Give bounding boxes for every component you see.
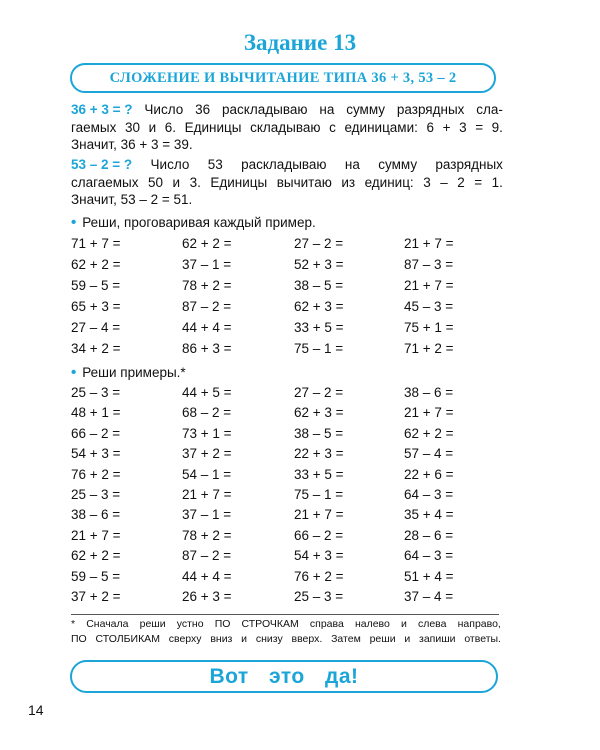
word: справа: [309, 618, 344, 630]
exercise-item: 37 – 4 =: [404, 589, 454, 604]
exercise-item: 86 + 3 =: [182, 341, 232, 356]
exercise-item: 37 – 1 =: [182, 507, 232, 523]
exercise-item: 78 + 2 =: [182, 527, 232, 543]
exercise-item: 27 – 2 =: [294, 385, 344, 400]
word: на: [344, 157, 360, 172]
word: ответы.: [464, 633, 501, 645]
bullet-icon: •: [71, 214, 77, 231]
exercise-item: 21 + 7 =: [404, 405, 454, 421]
footnote-line-2: [71, 632, 501, 647]
exercise-item: 64 – 3 =: [404, 548, 454, 564]
task-title: Задание 13: [243, 30, 357, 55]
word: Единицы: [184, 119, 242, 135]
exercise-item: 76 + 2 =: [294, 568, 344, 584]
word: Число: [144, 102, 184, 117]
instruction-1: [71, 214, 316, 231]
exercise-item: 59 – 5 =: [71, 278, 121, 293]
footnote: [71, 617, 501, 647]
exercise-item: 21 + 7 =: [404, 236, 454, 251]
exercise-item: 62 + 2 =: [182, 236, 232, 251]
exercise-item: 38 – 6 =: [404, 385, 454, 400]
word: слева: [417, 618, 447, 630]
word: СТРОЧКАМ: [241, 618, 299, 630]
exercise-item: 22 + 6 =: [404, 466, 454, 482]
exercise-item: 54 + 3 =: [294, 548, 344, 564]
word: реши: [139, 618, 166, 630]
exercise-item: 38 – 5 =: [294, 425, 344, 441]
word: 6: [426, 119, 434, 135]
word: ПО: [214, 618, 231, 630]
exercise-item: 22 + 3 =: [294, 446, 344, 462]
exercise-item: 37 – 1 =: [182, 257, 232, 272]
word: 3: [423, 174, 431, 190]
exercise-item: 57 – 4 =: [404, 446, 454, 462]
exercise-row: [71, 257, 491, 275]
instruction-2-text: Реши примеры.*: [82, 365, 186, 380]
word: –: [440, 174, 448, 190]
word: +: [442, 119, 451, 135]
word: сверху: [168, 633, 202, 645]
example-2-equation: 53 – 2 = ?: [71, 157, 133, 172]
exercise-item: 33 + 5 =: [294, 466, 344, 482]
instruction-2: [71, 364, 186, 381]
word: гаемых: [71, 119, 117, 135]
word: 30: [124, 119, 141, 135]
exercise-row: [71, 405, 491, 423]
exercise-item: 62 + 3 =: [294, 405, 344, 421]
exercise-item: 25 – 3 =: [294, 589, 344, 604]
word: 53: [207, 157, 223, 172]
exercise-row: [71, 589, 491, 607]
example-1-conclusion: Значит, 36 + 3 = 39.: [71, 137, 193, 152]
exercise-item: 66 – 2 =: [71, 425, 121, 441]
exercise-item: 21 + 7 =: [404, 278, 454, 293]
exercise-item: 87 – 3 =: [404, 257, 454, 272]
word: налево: [354, 618, 390, 630]
exercise-item: 59 – 5 =: [71, 568, 121, 584]
example-1-line-3: [71, 136, 503, 154]
word: Сначала: [86, 618, 129, 630]
exercise-item: 21 + 7 =: [71, 527, 121, 543]
example-2-conclusion: Значит, 53 – 2 = 51.: [71, 192, 193, 207]
example-2-line-3: [71, 191, 503, 209]
exercise-item: 48 + 1 =: [71, 405, 121, 421]
exercise-item: 73 + 1 =: [182, 425, 232, 441]
exercise-item: 78 + 2 =: [182, 278, 232, 293]
exercise-item: 54 + 3 =: [71, 446, 121, 462]
word: 1.: [491, 174, 503, 190]
exercise-row: [71, 548, 491, 566]
footnote-divider: [71, 614, 499, 615]
exercise-item: 45 – 3 =: [404, 299, 454, 314]
word: складываю: [250, 119, 321, 135]
word: снизу: [255, 633, 283, 645]
word: и: [148, 119, 157, 135]
word: 6.: [164, 119, 177, 135]
word: Число: [150, 157, 190, 172]
exercise-item: 54 – 1 =: [182, 466, 232, 482]
word: разрядных: [396, 102, 465, 117]
exercise-row: [71, 569, 491, 587]
word: 2: [457, 174, 465, 190]
exercise-row: [71, 299, 491, 317]
exercise-item: 28 – 6 =: [404, 527, 454, 543]
word: из: [341, 174, 356, 190]
page-number: 14: [28, 702, 44, 718]
exercise-item: 37 + 2 =: [71, 589, 121, 604]
word: Единицы: [210, 174, 268, 190]
word: 3: [459, 119, 467, 135]
exercise-item: 27 – 4 =: [71, 320, 121, 335]
exercise-item: 75 – 1 =: [294, 341, 344, 356]
word: на: [319, 102, 335, 117]
word: 50: [148, 174, 164, 190]
word: устно: [176, 618, 204, 630]
exercise-row: [71, 487, 491, 505]
exercise-item: 35 + 4 =: [404, 507, 454, 523]
exercise-row: [71, 278, 491, 296]
exercise-row: [71, 341, 491, 359]
word: вычитаю: [276, 174, 332, 190]
example-1-line-2: [71, 119, 503, 137]
wow-banner: Вот это да!: [70, 660, 498, 693]
exercise-row: [71, 236, 491, 254]
exercise-item: 33 + 5 =: [294, 320, 344, 335]
exercise-item: 71 + 7 =: [71, 236, 121, 251]
word: и: [241, 633, 248, 645]
word: с: [329, 119, 336, 135]
word: направо,: [457, 618, 501, 630]
instruction-1-text: Реши, проговаривая каждый пример.: [82, 215, 316, 230]
exercise-item: 25 – 3 =: [71, 385, 121, 400]
exercise-item: 66 – 2 =: [294, 527, 344, 543]
word: реши: [369, 633, 396, 645]
exercise-row: [71, 507, 491, 525]
exercise-item: 75 + 1 =: [404, 320, 454, 335]
exercise-item: 75 – 1 =: [294, 487, 344, 502]
word: 3.: [189, 174, 201, 190]
word: разрядных: [435, 157, 503, 172]
exercise-item: 52 + 3 =: [294, 257, 344, 272]
exercise-item: 27 – 2 =: [294, 236, 344, 251]
exercise-item: 62 + 3 =: [294, 299, 344, 314]
word: 36: [195, 102, 211, 117]
example-2-line-2: [71, 174, 503, 192]
exercise-item: 64 – 3 =: [404, 487, 454, 502]
exercise-row: [71, 385, 491, 403]
exercise-item: 26 + 3 =: [182, 589, 232, 604]
word: запиши: [419, 633, 456, 645]
word: раскладываю: [241, 157, 327, 172]
exercise-item: 44 + 4 =: [182, 568, 232, 584]
exercise-item: 38 – 6 =: [71, 507, 121, 523]
exercise-item: 62 + 2 =: [404, 425, 454, 441]
topic-banner: СЛОЖЕНИЕ И ВЫЧИТАНИЕ ТИПА 36 + 3, 53 – 2: [70, 63, 496, 93]
word: 9.: [491, 119, 503, 135]
example-2-explanation: [71, 156, 503, 209]
word: =: [475, 119, 484, 135]
exercise-item: 44 + 4 =: [182, 320, 232, 335]
exercise-item: 51 + 4 =: [404, 568, 454, 584]
exercise-item: 34 + 2 =: [71, 341, 121, 356]
example-1-equation: 36 + 3 = ?: [71, 102, 133, 117]
exercise-item: 21 + 7 =: [294, 507, 344, 523]
exercise-item: 37 + 2 =: [182, 446, 232, 462]
exercise-item: 68 – 2 =: [182, 405, 232, 421]
footnote-line-1: [71, 617, 501, 632]
word: *: [71, 618, 76, 630]
word: СТОЛБИКАМ: [95, 633, 160, 645]
exercise-row: [71, 467, 491, 485]
word: сумму: [378, 157, 418, 172]
word: вверх.: [291, 633, 323, 645]
exercise-item: 25 – 3 =: [71, 487, 121, 502]
word: сла-: [476, 102, 503, 117]
exercise-item: 62 + 2 =: [71, 548, 121, 564]
word: и: [172, 174, 181, 190]
bullet-icon: •: [71, 364, 77, 381]
exercise-item: 62 + 2 =: [71, 257, 121, 272]
example-1-explanation: [71, 101, 503, 154]
exercise-item: 44 + 5 =: [182, 385, 232, 400]
word: сумму: [346, 102, 386, 117]
exercise-item: 65 + 3 =: [71, 299, 121, 314]
exercise-item: 76 + 2 =: [71, 466, 121, 482]
word: Затем: [331, 633, 361, 645]
word: ПО: [71, 633, 87, 645]
example-2-line-1: [71, 156, 503, 174]
exercise-item: 21 + 7 =: [182, 487, 232, 502]
word: единицами:: [344, 119, 418, 135]
word: вниз: [210, 633, 233, 645]
word: раскладываю: [222, 102, 308, 117]
exercise-row: [71, 320, 491, 338]
exercise-item: 71 + 2 =: [404, 341, 454, 356]
word: единиц:: [364, 174, 414, 190]
exercise-row: [71, 426, 491, 444]
word: и: [404, 633, 411, 645]
exercise-row: [71, 446, 491, 464]
word: и: [400, 618, 407, 630]
exercise-item: 38 – 5 =: [294, 278, 344, 293]
word: =: [474, 174, 483, 190]
word: слагаемых: [71, 174, 139, 190]
example-1-line-1: [71, 101, 503, 119]
exercise-item: 87 – 2 =: [182, 548, 232, 564]
exercise-item: 87 – 2 =: [182, 299, 232, 314]
exercise-row: [71, 528, 491, 546]
